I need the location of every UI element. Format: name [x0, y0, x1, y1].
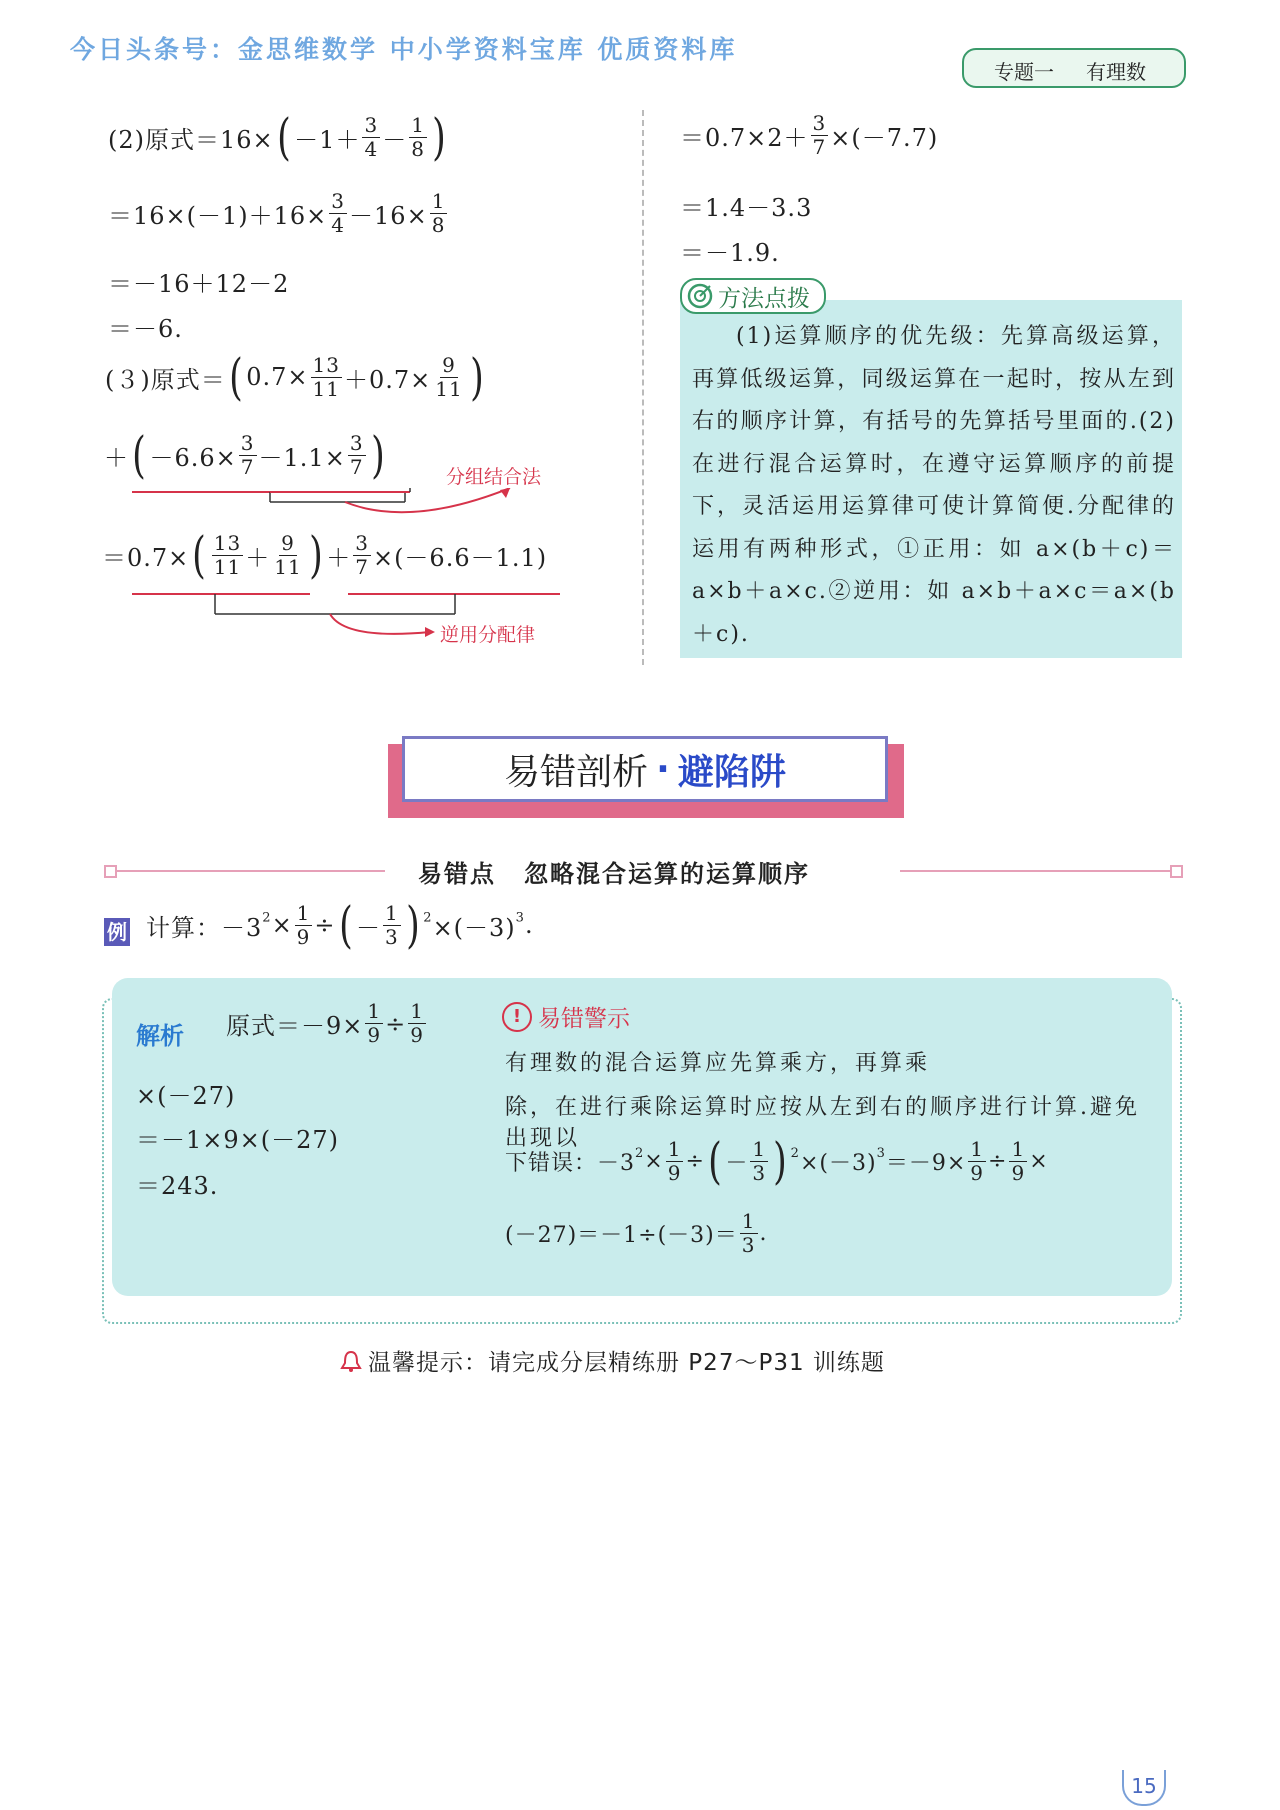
divider-end-right — [1170, 865, 1183, 878]
warning-line-4: (－27)＝－1÷(－3)＝ $\frac{1}{3}$ . — [505, 1209, 768, 1257]
p2-line-1: (2)原式＝16×( －1＋ $\frac{3}{4}$ － $\frac{1}{8}$ ) — [108, 108, 447, 166]
warning-line-1: 有理数的混合运算应先算乘方，再算乘 — [505, 1051, 931, 1076]
p3-line-1: (３)原式＝( 0.7× $\frac{13}{11}$ ＋0.7× $\frac{9}{11}$ ) — [105, 348, 485, 406]
p3-line-2: ＋( －6.6× $\frac{3}{7}$ －1.1× $\frac{3}{7}$ ) — [104, 426, 385, 484]
topic-name: 有理数 — [1086, 60, 1146, 84]
divider-right — [900, 870, 1172, 872]
page-number: 15 — [1122, 1770, 1166, 1806]
example-badge: 例 — [104, 918, 130, 946]
right-line-3: ＝－1.9. — [680, 239, 780, 267]
header-source-text: 今日头条号：金思维数学 中小学资料宝库 优质资料库 — [70, 35, 738, 64]
right-line-1: ＝0.7×2＋ $\frac{3}{7}$ ×(－7.7) — [680, 111, 939, 159]
analysis-line-4: ＝243. — [136, 1172, 219, 1200]
right-line-2: ＝1.4－3.3 — [680, 194, 813, 222]
divider-end-left — [104, 865, 117, 878]
topic-badge — [962, 48, 1186, 88]
banner-right: 避陷阱 — [677, 751, 786, 793]
analysis-line-2: ×(－27) — [136, 1082, 236, 1110]
bell-icon — [340, 1349, 362, 1373]
p2-line-4: ＝－6. — [108, 315, 183, 343]
error-point-label: 易错点 — [418, 860, 496, 888]
analysis-line-1: 原式＝－9× $\frac{1}{9}$ ÷ $\frac{1}{9}$ — [226, 999, 424, 1047]
method-tips-badge — [680, 278, 826, 314]
annotation-grouping-method: 分组结合法 — [446, 466, 542, 488]
example-problem: 计算：$-3^2\times$ $\frac{1}{9}$ ÷( － $\frac{1}{3}$ ) $^2\times(-3)^3$. — [146, 896, 534, 954]
exclamation-icon: ! — [502, 1002, 532, 1032]
banner-dot: · — [656, 748, 670, 790]
warning-line-2: 除，在进行乘除运算时应按从左到右的顺序进行计算.避免出现以 — [505, 1095, 1140, 1151]
p2-line-2: ＝16×(－1)＋16× $\frac{3}{4}$ －16× $\frac{1}{8}$ — [108, 189, 446, 237]
analysis-label: 解析 — [136, 1022, 184, 1050]
analysis-line-3: ＝－1×9×(－27) — [136, 1126, 340, 1154]
banner-left: 易错剖析 — [504, 751, 649, 793]
p3-line-3: ＝0.7×( $\frac{13}{11}$ ＋ $\frac{9}{11}$ ) ＋ $\frac{3}{7}$ ×(－6.6－1.1) — [102, 526, 548, 584]
warning-line-3: 下错误：$-3^2\times$ $\frac{1}{9}$ ÷( － $\frac{1}{3}$ ) $^2\times(-3)^3=-9\times$ $\frac{1}{9}$ ÷ $\frac{1}{9}$ × — [505, 1132, 1049, 1190]
error-point-heading — [418, 854, 810, 889]
warning-title: 易错警示 — [538, 1006, 630, 1032]
method-tips-text: (1)运算顺序的优先级：先算高级运算，再算低级运算，同级运算在一起时，按从左到右的顺序计算，有括号的先算括号里面的.(2)在进行混合运算时，在遵守运算顺序的前提下，灵活运用运算律可使计算简便.分配律的运用有两种形式，①正用：如 a×(b＋c)＝a×b＋a×c.②逆用：如 a×b＋a×c＝a×(b＋c). — [692, 324, 1176, 647]
reminder-tip: 温馨提示：请完成分层精练册 P27～P31 训练题 — [340, 1344, 885, 1377]
topic-label: 专题一 — [994, 60, 1054, 84]
divider-left — [117, 870, 385, 872]
section-banner — [402, 736, 888, 802]
annotation-reverse-distributive: 逆用分配律 — [440, 624, 536, 646]
error-point-title: 忽略混合运算的运算顺序 — [524, 860, 810, 888]
column-divider — [642, 110, 644, 665]
target-icon — [686, 282, 714, 310]
p2-line-3: ＝－16＋12－2 — [108, 270, 290, 298]
warning-heading — [502, 1000, 630, 1033]
method-tips-title: 方法点拨 — [718, 285, 810, 312]
